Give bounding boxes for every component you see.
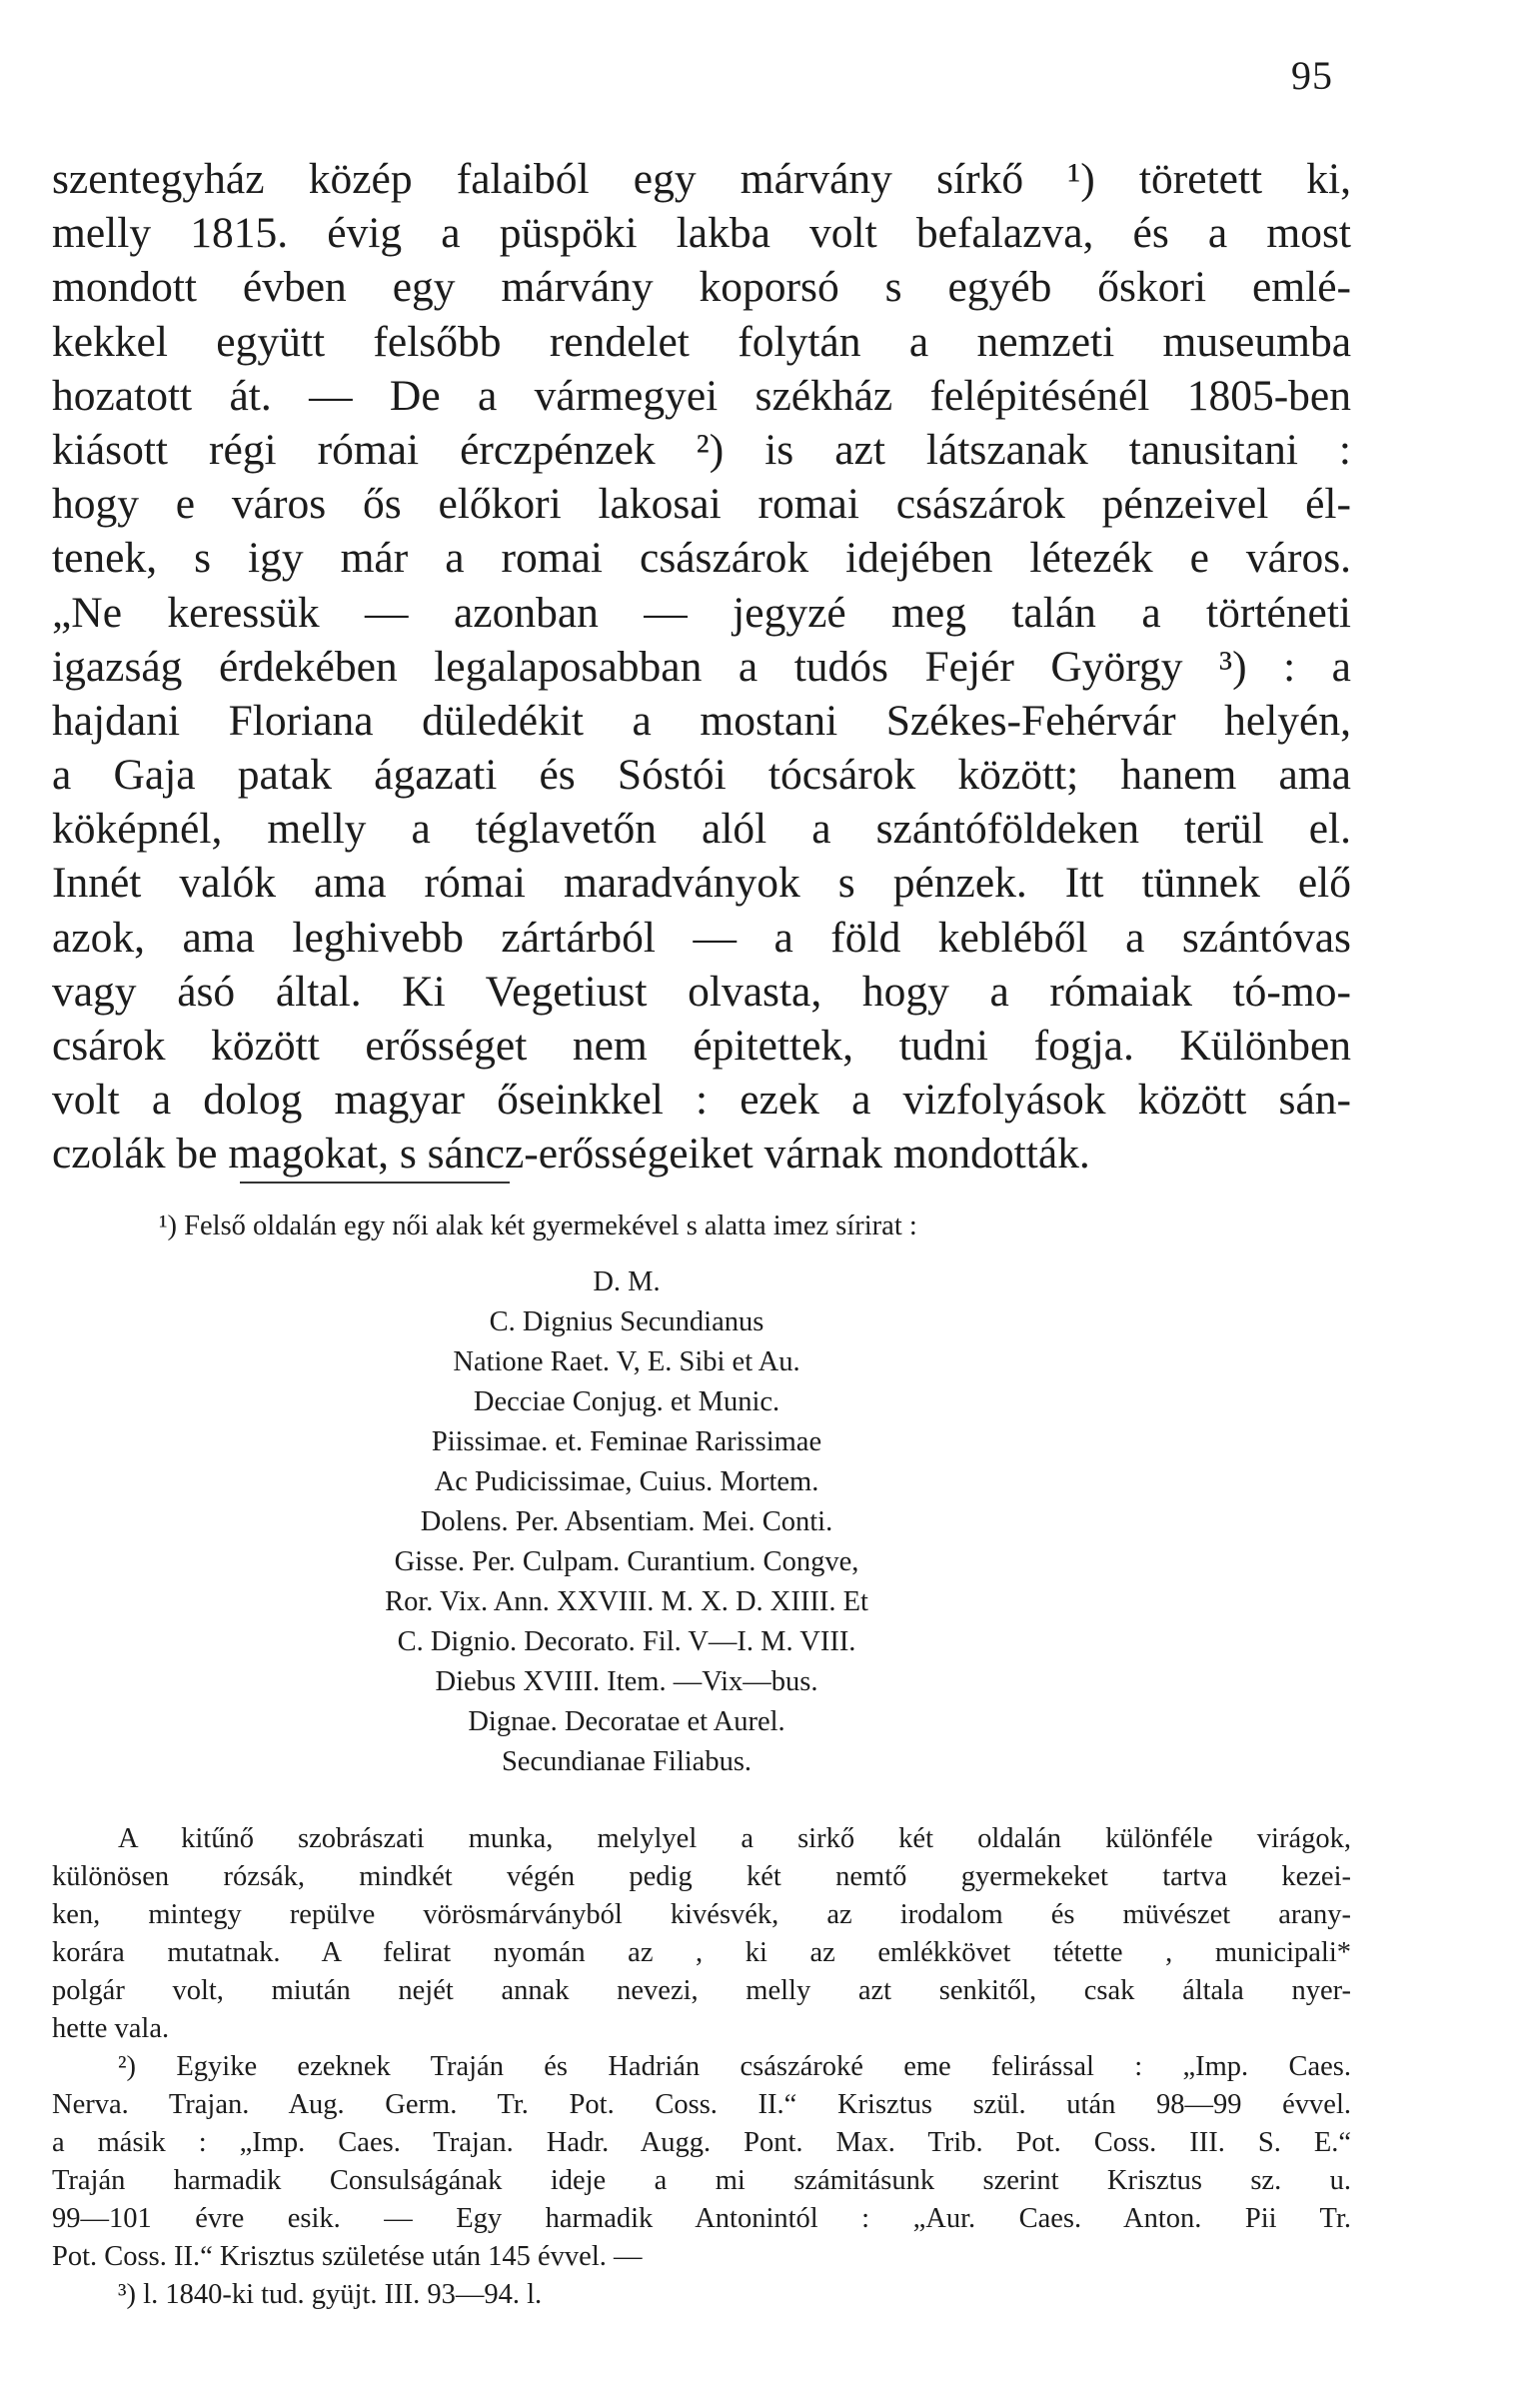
footnote-line: ²) Egyike ezeknek Traján és Hadrián császároké eme felirással : „Imp. Caes. (118, 2051, 1351, 2082)
footnotes-section (52, 1204, 1351, 2314)
inscription-line: Gisse. Per. Culpam. Curantium. Congve, (394, 1546, 859, 1577)
footnote-line: ken, mintegy repülve vörösmárványból kivésvék, az irodalom és müvészet arany- (52, 1899, 1351, 1930)
inscription-line: Secundianae Filiabus. (501, 1746, 753, 1777)
inscription-line: D. M. (593, 1266, 661, 1297)
footnote-line: Traján harmadik Consulságának ideje a mi számitásunk szerint Krisztus sz. u. (52, 2165, 1351, 2196)
text-line: tenek, s igy már a romai császárok idejében létezék e város. (52, 534, 1351, 583)
footnote-line: hette vala. (52, 2013, 170, 2044)
text-line: melly 1815. évig a püspöki lakba volt befalazva, és a most (52, 209, 1351, 258)
text-line: vagy ásó által. Ki Vegetiust olvasta, hogy a rómaiak tó-mo- (52, 967, 1351, 1016)
footnote-line: polgár volt, miután nejét annak nevezi, melly azt senkitől, csak általa nyer- (52, 1975, 1351, 2006)
text-line: hogy e város ős előkori lakosai romai császárok pénzeivel él- (52, 480, 1351, 529)
footnote-text-block (52, 1820, 1351, 2314)
inscription-line: C. Dignio. Decorato. Fil. V—I. M. VIII. (397, 1626, 856, 1657)
footnote-divider (240, 1182, 510, 1184)
footnote-line: 99—101 évre esik. — Egy harmadik Antonintól : „Aur. Caes. Anton. Pii Tr. (52, 2203, 1351, 2234)
inscription-line: C. Dignius Secundianus (489, 1306, 764, 1337)
inscription-line: Dignae. Decoratae et Aurel. (468, 1706, 785, 1737)
inscription-line: Dolens. Per. Absentiam. Mei. Conti. (420, 1506, 833, 1537)
text-line: szentegyház közép falaiból egy márvány sírkő ¹) töretett ki, (52, 155, 1351, 203)
inscription-block (0, 1262, 1351, 1782)
text-line: volt a dolog magyar őseinkkel : ezek a vizfolyások között sán- (52, 1076, 1351, 1125)
inscription-line: Diebus XVIII. Item. —Vix—bus. (435, 1666, 818, 1697)
inscription-line: Natione Raet. V, E. Sibi et Au. (453, 1346, 800, 1377)
text-line: kekkel együtt felsőbb rendelet folytán a nemzeti museumba (52, 317, 1351, 366)
footnote-line: A kitűnő szobrászati munka, melylyel a sirkő két oldalán különféle virágok, (118, 1823, 1351, 1854)
footnote-line: a másik : „Imp. Caes. Trajan. Hadr. Augg. Pont. Max. Trib. Pot. Coss. III. S. E.“ (52, 2127, 1351, 2158)
text-line: köképnél, melly a téglavetőn alól a szántóföldeken terül el. (52, 805, 1351, 854)
text-line: igazság érdekében legalaposabban a tudós Fejér György ³) : a (52, 642, 1351, 691)
footnote-line: Pot. Coss. II.“ Krisztus születése után 145 évvel. — (52, 2241, 643, 2272)
text-line: csárok között erősséget nem épitettek, tudni fogja. Különben (52, 1022, 1351, 1070)
inscription-line: Piissimae. et. Feminae Rarissimae (431, 1426, 822, 1457)
footnote-line: különösen rózsák, mindkét végén pedig két nemtő gyermekeket tartva kezei- (52, 1861, 1351, 1892)
text-line: czolák be magokat, s sáncz-erősségeiket várnak mondották. (52, 1130, 1090, 1179)
footnote-line: korára mutatnak. A felirat nyomán az , ki az emlékkövet tétette , municipali* (52, 1937, 1351, 1968)
main-body-text (52, 152, 1351, 1182)
text-line: mondott évben egy márvány koporsó s egyéb őskori emlé- (52, 263, 1351, 312)
page-number: 95 (1291, 53, 1333, 98)
text-line: azok, ama leghivebb zártárból — a föld kebléből a szántóvas (52, 913, 1351, 962)
text-line: a Gaja patak ágazati és Sóstói tócsárok között; hanem ama (52, 751, 1351, 800)
inscription-line: Ac Pudicissimae, Cuius. Mortem. (434, 1466, 819, 1497)
footnote-line: ³) l. 1840-ki tud. gyüjt. III. 93—94. l. (118, 2279, 543, 2310)
inscription-line: Ror. Vix. Ann. XXVIII. M. X. D. XIIII. Et (385, 1586, 868, 1617)
footnote-line: Nerva. Trajan. Aug. Germ. Tr. Pot. Coss. II.“ Krisztus szül. után 98—99 évvel. (52, 2089, 1351, 2120)
text-line: hajdani Floriana düledékit a mostani Székes-Fehérvár helyén, (52, 696, 1351, 745)
text-line: kiásott régi római érczpénzek ²) is azt látszanak tanusitani : (52, 425, 1351, 474)
text-line: „Ne keressük — azonban — jegyzé meg talán a történeti (52, 588, 1351, 637)
inscription-line: Decciae Conjug. et Munic. (473, 1386, 780, 1417)
text-line: Innét valók ama római maradványok s pénzek. Itt tünnek elő (52, 859, 1351, 908)
footnote-1-intro: ¹) Felső oldalán egy női alak két gyermekével s alatta imez sírirat : (159, 1210, 917, 1241)
text-line: hozatott át. — De a vármegyei székház felépitésénél 1805-ben (52, 371, 1351, 420)
